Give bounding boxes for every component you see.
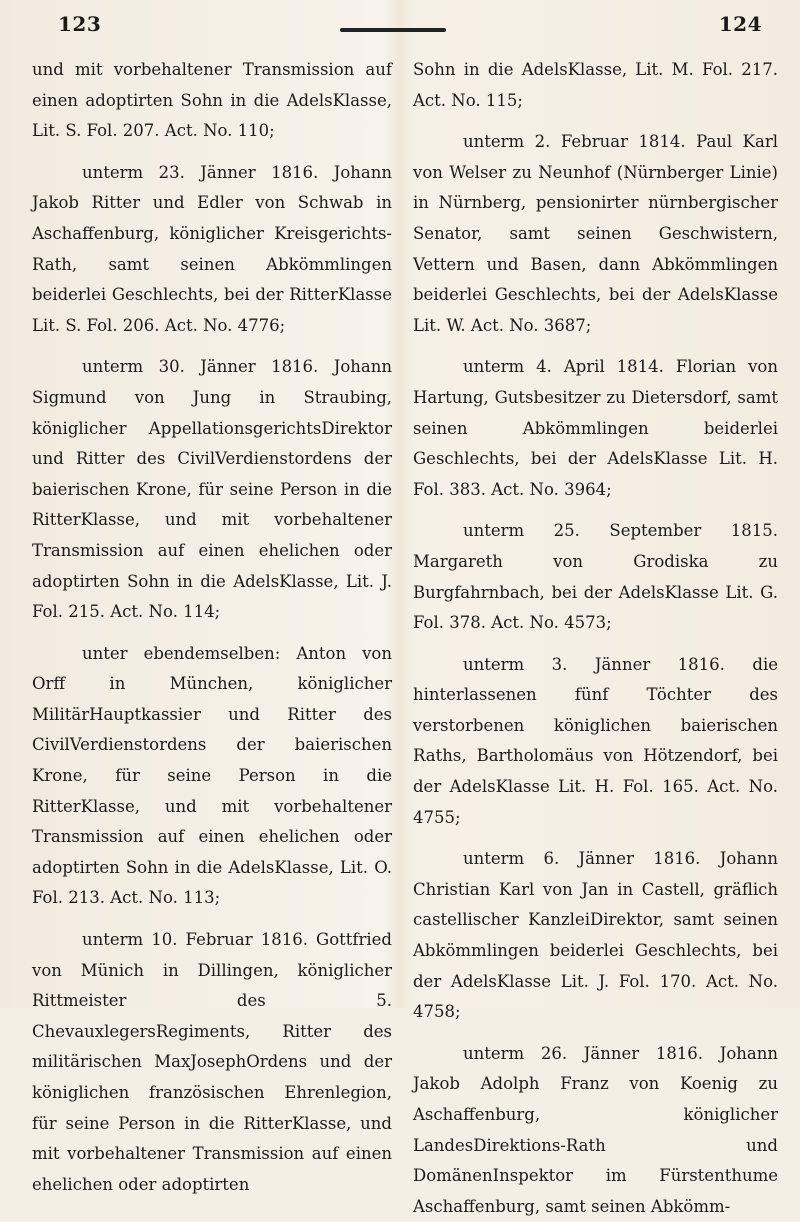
left-entry-5: unterm 10. Februar 1816. Gottfried von Münich in Dillingen, königlicher Rittmeister des 5. ChevauxlegersRegiments, Ritter des militärischen MaxJosephOrdens und der königlichen französischen Ehrenlegion, für seine Person in die RitterKlasse, und mit vorbehaltener Transmission auf einen ehelichen oder adoptirten <box>32 930 392 1194</box>
right-entry-5: unterm 3. Jänner 1816. die hinterlassenen fünf Töchter des verstorbenen königlichen baierischen Raths, Bartholomäus von Hötzendorf, bei der AdelsKlasse Lit. H. Fol. 165. Act. No. 4755; <box>413 654 778 827</box>
header-rule <box>340 28 446 32</box>
right-entry-1: Sohn in die AdelsKlasse, Lit. M. Fol. 217. Act. No. 115; <box>413 60 778 110</box>
left-entry-2: unterm 23. Jänner 1816. Johann Jakob Ritter und Edler von Schwab in Aschaffenburg, königlicher Kreisgerichts-Rath, samt seinen Abkömmlingen beiderlei Geschlechts, bei der RitterKlasse Lit. S. Fol. 206. Act. No. 4776; <box>32 162 392 335</box>
right-entry-4: unterm 25. September 1815. Margareth von Grodiska zu Burgfahrnbach, bei der AdelsKlasse Lit. G. Fol. 378. Act. No. 4573; <box>413 521 778 633</box>
left-entry-4: unter ebendemselben: Anton von Orff in München, königlicher MilitärHauptkassier und Ritter des CivilVerdienstordens der baierischen Krone, für seine Person in die RitterKlasse, und mit vorbehaltener Transmission auf einen ehelichen oder adoptirten Sohn in die AdelsKlasse, Lit. O. Fol. 213. Act. No. 113; <box>32 643 392 908</box>
right-entry-2: unterm 2. Februar 1814. Paul Karl von Welser zu Neunhof (Nürnberger Linie) in Nürnberg, pensionirter nürnbergischer Senator, samt seinen Geschwistern, Vettern und Basen, dann Abkömmlingen beiderlei Geschlechts, bei der AdelsKlasse Lit. W. Act. No. 3687; <box>413 132 778 335</box>
right-entry-7: unterm 26. Jänner 1816. Johann Jakob Adolph Franz von Koenig zu Aschaffenburg, königlicher LandesDirektions-Rath und DomänenInspektor im Fürstenthume Aschaffenburg, samt seinen Abkömm- <box>413 1043 778 1216</box>
left-column <box>32 55 392 1194</box>
right-entry-6: unterm 6. Jänner 1816. Johann Christian Karl von Jan in Castell, gräflich castellischer KanzleiDirektor, samt seinen Abkömmlingen beiderlei Geschlechts, bei der AdelsKlasse Lit. J. Fol. 170. Act. No. 4758; <box>413 849 778 1022</box>
right-page-number: 124 <box>718 12 762 36</box>
right-entry-3: unterm 4. April 1814. Florian von Hartung, Gutsbesitzer zu Dietersdorf, samt seinen Abkömmlingen beiderlei Geschlechts, bei der AdelsKlasse Lit. H. Fol. 383. Act. No. 3964; <box>413 357 778 499</box>
left-entry-3: unterm 30. Jänner 1816. Johann Sigmund von Jung in Straubing, königlicher AppellationsgerichtsDirektor und Ritter des CivilVerdienstordens der baierischen Krone, für seine Person in die RitterKlasse, und mit vorbehaltener Transmission auf einen ehelichen oder adoptirten Sohn in die AdelsKlasse, Lit. J. Fol. 215. Act. No. 114; <box>32 357 392 622</box>
left-entry-1: und mit vorbehaltener Transmission auf einen adoptirten Sohn in die AdelsKlasse, Lit. S. Fol. 207. Act. No. 110; <box>32 60 392 141</box>
right-column <box>413 55 778 1216</box>
left-page-number: 123 <box>58 12 102 36</box>
